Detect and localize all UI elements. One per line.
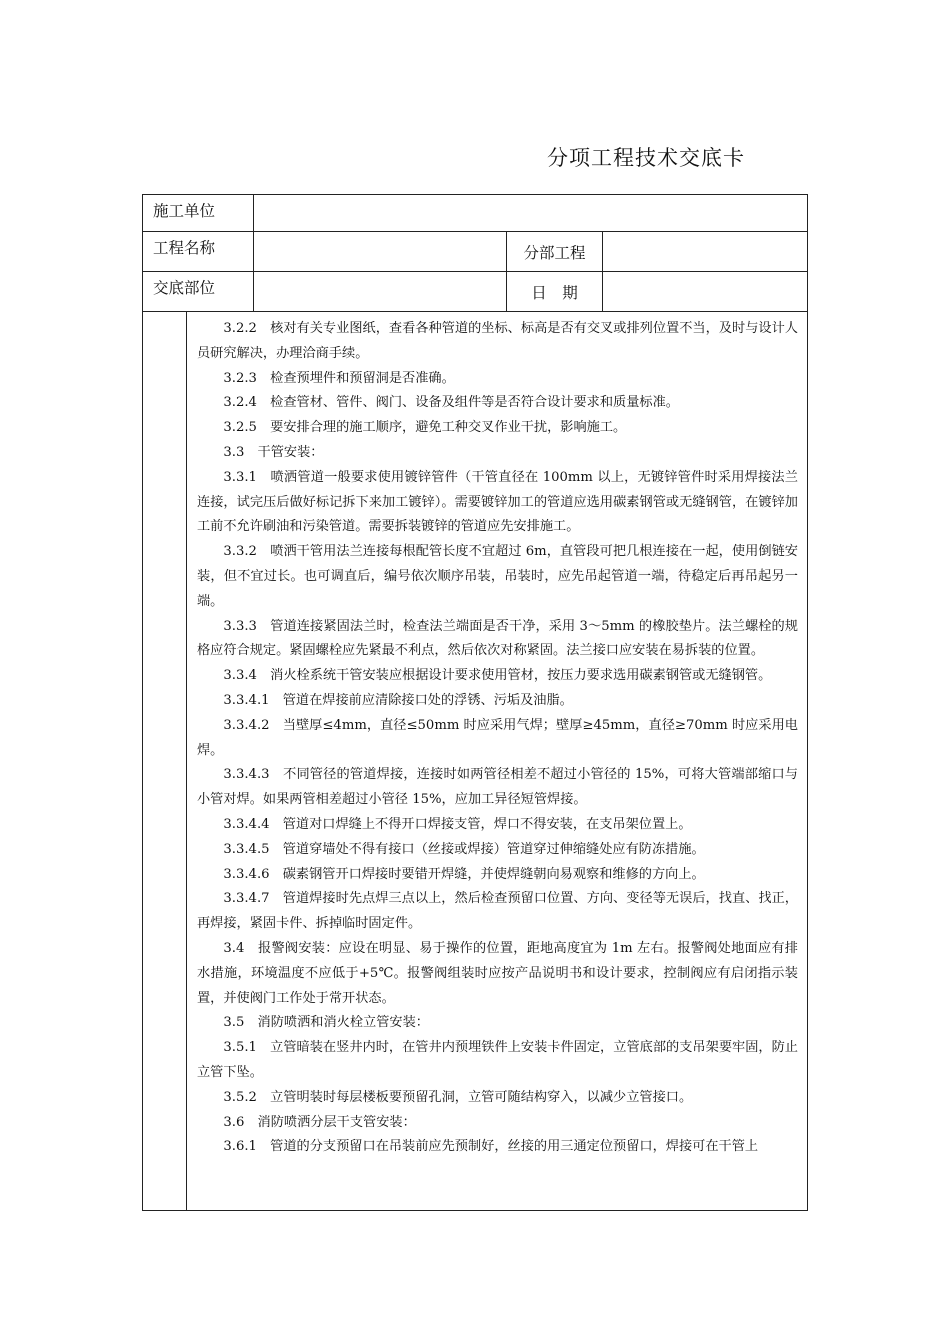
paragraph: 3.6.1 管道的分支预留口在吊装前应先预制好，丝接的用三通定位预留口，焊接可在干管上: [223, 1139, 759, 1155]
paragraph: 3.2.4 检查管材、管件、阀门、设备及组件等是否符合设计要求和质量标准。: [223, 395, 679, 411]
paragraph: 3.3.4.1 管道在焊接前应清除接口处的浮锈、污垢及油脂。: [223, 692, 573, 708]
sub-project-label: 分部工程: [507, 232, 603, 272]
paragraph: 3.3.1 喷洒管道一般要求使用镀锌管件（干管直径在 100mm 以上，无镀锌管件时采用焊接法兰连接，试完压后做好标记拆下来加工镀锌）。需要镀锌加工的管道应选用碳素钢管或无缝钢管，在镀锌加工前不允许刷油和污染管道。需要拆装镀锌的管道应先安排施工。: [197, 469, 798, 535]
paragraph: 3.3 干管安装：: [223, 444, 324, 460]
header-table: [142, 194, 808, 312]
sub-project-field[interactable]: [603, 232, 808, 272]
paragraph: 3.5 消防喷洒和消火栓立管安装：: [223, 1015, 429, 1031]
construction-unit-field[interactable]: [254, 195, 808, 232]
document-title: 分项工程技术交底卡: [547, 146, 745, 170]
date-label: 日 期: [507, 272, 603, 312]
content-box: [142, 312, 808, 1211]
paragraph: 3.3.4.6 碳素钢管开口焊接时要错开焊缝，并使焊缝朝向易观察和维修的方向上。: [223, 866, 705, 882]
handover-part-field[interactable]: [254, 272, 507, 312]
paragraph: 3.6 消防喷洒分层干支管安装：: [223, 1114, 416, 1130]
paragraph: 3.3.4 消火栓系统干管安装应根据设计要求使用管材，按压力要求选用碳素钢管或无缝钢管。: [223, 668, 772, 684]
paragraph: 3.3.3 管道连接紧固法兰时，检查法兰端面是否干净，采用 3～5mm 的橡胶垫片。法兰螺栓的规格应符合规定。紧固螺栓应先紧最不利点，然后依次对称紧固。法兰接口应安装在易拆装的位置。: [197, 618, 798, 659]
construction-unit-label: 施工单位: [143, 195, 254, 232]
paragraph: 3.3.4.4 管道对口焊缝上不得开口焊接支管，焊口不得安装，在支吊架位置上。: [223, 816, 692, 832]
paragraph: 3.2.5 要安排合理的施工顺序，避免工种交叉作业干扰，影响施工。: [223, 420, 627, 436]
paragraph: 3.3.2 喷洒干管用法兰连接每根配管长度不宜超过 6m，直管段可把几根连接在一起，使用倒链安装，但不宜过长。也可调直后，编号依次顺序吊装，吊装时，应先吊起管道一端，待稳定后再吊起另一端。: [197, 544, 798, 609]
date-field[interactable]: [603, 272, 808, 312]
paragraph: 3.5.1 立管暗装在竖井内时，在管井内预埋铁件上安装卡件固定，立管底部的支吊架要牢固，防止立管下坠。: [197, 1040, 798, 1080]
paragraph: 3.2.3 检查预埋件和预留洞是否准确。: [223, 370, 455, 386]
paragraph: 3.3.4.2 当壁厚≤4mm，直径≤50mm 时应采用气焊；壁厚≥45mm，直径≥70mm 时应采用电焊。: [197, 717, 798, 758]
paragraph: 3.5.2 立管明装时每层楼板要预留孔洞，立管可随结构穿入，以减少立管接口。: [223, 1089, 693, 1105]
column-divider: [186, 312, 187, 1210]
paragraph: 3.3.4.3 不同管径的管道焊接，连接时如两管径相差不超过小管径的 15%，可将大管端部缩口与小管对焊。如果两管相差超过小管径 15%，应加工异径短管焊接。: [197, 767, 798, 808]
project-name-label: 工程名称: [143, 232, 254, 272]
paragraph: 3.2.2 核对有关专业图纸，查看各种管道的坐标、标高是否有交叉或排列位置不当，及时与设计人员研究解决，办理洽商手续。: [197, 321, 798, 361]
paragraph: 3.3.4.7 管道焊接时先点焊三点以上，然后检查预留口位置、方向、变径等无误后，找直、找正，再焊接，紧固卡件、拆掉临时固定件。: [197, 891, 798, 932]
paragraph: 3.4 报警阀安装：应设在明显、易于操作的位置，距地高度宜为 1m 左右。报警阀处地面应有排水措施，环境温度不应低于+5℃。报警阀组装时应按产品说明书和设计要求，控制阀应有启闭指示装置，并使阀门工作处于常开状态。: [197, 940, 798, 1006]
paragraph: 3.3.4.5 管道穿墙处不得有接口（丝接或焊接）管道穿过伸缩缝处应有防冻措施。: [223, 841, 705, 857]
handover-part-label: 交底部位: [143, 272, 254, 312]
project-name-field[interactable]: [254, 232, 507, 272]
content-body: [197, 317, 798, 1160]
